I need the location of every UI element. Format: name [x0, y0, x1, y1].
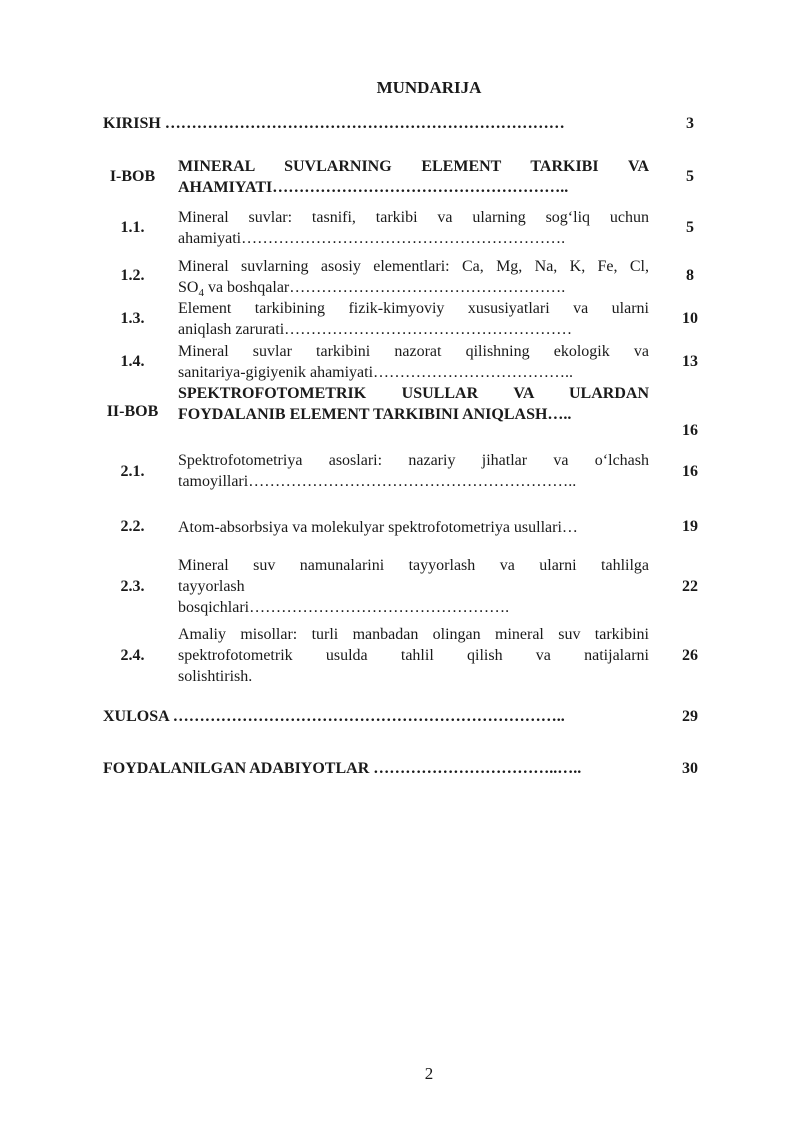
page-number: 2: [424, 1064, 434, 1083]
sulfate-formula: SO: [178, 279, 199, 296]
section-1-3-line2: aniqlash zarurati………………………………………………: [178, 321, 573, 338]
section-1-4-line2: sanitariya-gigiyenik ahamiyati………………………………..: [178, 364, 574, 381]
section-1-1-line1: Mineral suvlar: tasnifi, tarkibi va ularning sog‘liq uchun: [178, 209, 649, 226]
section-2-1-line2: tamoyillari……………………………………………………..: [178, 473, 577, 490]
section-1-1-title: [178, 207, 649, 249]
section-1-4-title: [178, 341, 649, 383]
section-2-1-title: [178, 450, 649, 492]
chapter2-title: [178, 383, 649, 425]
section-2-2-number: 2.2.: [120, 518, 145, 535]
toc-intro-label: KIRISH …………………………………………………………………: [103, 115, 565, 132]
section-2-4-line1: Amaliy misollar: turli manbadan olingan mineral suv tarkibini: [178, 626, 649, 643]
section-1-1-number: 1.1.: [120, 219, 145, 236]
section-1-4-number: 1.4.: [120, 353, 145, 370]
section-2-3-line3: bosqichlari………………………………………….: [178, 599, 510, 616]
section-1-1-line2: ahamiyati…………………………………………………….: [178, 230, 566, 247]
toc-references-label: FOYDALANILGAN ADABIYOTLAR ……………………………..…..: [103, 760, 582, 777]
chapter1-number: I-BOB: [109, 168, 156, 185]
section-2-3-number: 2.3.: [120, 578, 145, 595]
section-1-1-page: 5: [686, 219, 694, 236]
section-2-4-title: [178, 624, 649, 687]
section-1-4-page: 13: [682, 353, 698, 370]
section-2-4-page: 26: [682, 647, 698, 664]
section-2-4-number: 2.4.: [120, 647, 145, 664]
chapter1-page: 5: [686, 168, 694, 185]
chapter1-title-line1: MINERAL SUVLARNING ELEMENT TARKIBI VA: [178, 158, 649, 175]
section-1-2-page: 8: [686, 267, 694, 284]
section-1-3-page: 10: [682, 310, 698, 327]
toc-title: MUNDARIJA: [376, 78, 482, 97]
section-1-2-title: [178, 256, 649, 304]
section-1-3-line1: Element tarkibining fizik-kimyoviy xususiyatlari va ularni: [178, 300, 649, 317]
chapter2-title-line2: FOYDALANIB ELEMENT TARKIBINI ANIQLASH…..: [178, 406, 572, 423]
section-1-2-line1: Mineral suvlarning asosiy elementlari: Ca, Mg, Na, K, Fe, Cl,: [178, 258, 649, 275]
section-1-2-number: 1.2.: [120, 267, 145, 284]
section-1-4-line1: Mineral suvlar tarkibini nazorat qilishning ekologik va: [178, 343, 649, 360]
section-2-4-line3: solishtirish.: [178, 668, 253, 685]
toc-references-page: 30: [682, 760, 698, 777]
chapter1-title: [178, 156, 649, 198]
section-1-3-number: 1.3.: [120, 310, 145, 327]
toc-conclusion-label: XULOSA ………………………………………………………………..: [103, 708, 565, 725]
section-2-3-title: [178, 555, 649, 618]
chapter2-title-line1: SPEKTROFOTOMETRIK USULLAR VA ULARDAN: [178, 385, 649, 402]
section-2-3-line2: tayyorlash: [178, 578, 245, 595]
section-1-3-title: [178, 298, 649, 340]
chapter2-number: II-BOB: [106, 403, 159, 420]
sulfate-subscript: 4: [198, 287, 204, 300]
chapter1-title-line2: AHAMIYATI………………………………………………..: [178, 179, 569, 196]
section-2-2-page: 19: [682, 518, 698, 535]
toc-intro-page: 3: [686, 115, 694, 132]
chapter2-page: 16: [682, 422, 698, 439]
section-2-1-page: 16: [682, 463, 698, 480]
section-2-3-line1: Mineral suv namunalarini tayyorlash va ularni tahlilga: [178, 557, 649, 574]
section-1-2-line2-text: va boshqalar…………………………………………….: [203, 279, 566, 296]
section-2-1-number: 2.1.: [120, 463, 145, 480]
section-2-2-title: Atom-absorbsiya va molekulyar spektrofotometriya usullari…: [178, 519, 578, 536]
toc-conclusion-page: 29: [682, 708, 698, 725]
section-2-1-line1: Spektrofotometriya asoslari: nazariy jihatlar va o‘lchash: [178, 452, 649, 469]
section-2-4-line2: spektrofotometrik usulda tahlil qilish va natijalarni: [178, 647, 649, 664]
section-2-3-page: 22: [682, 578, 698, 595]
